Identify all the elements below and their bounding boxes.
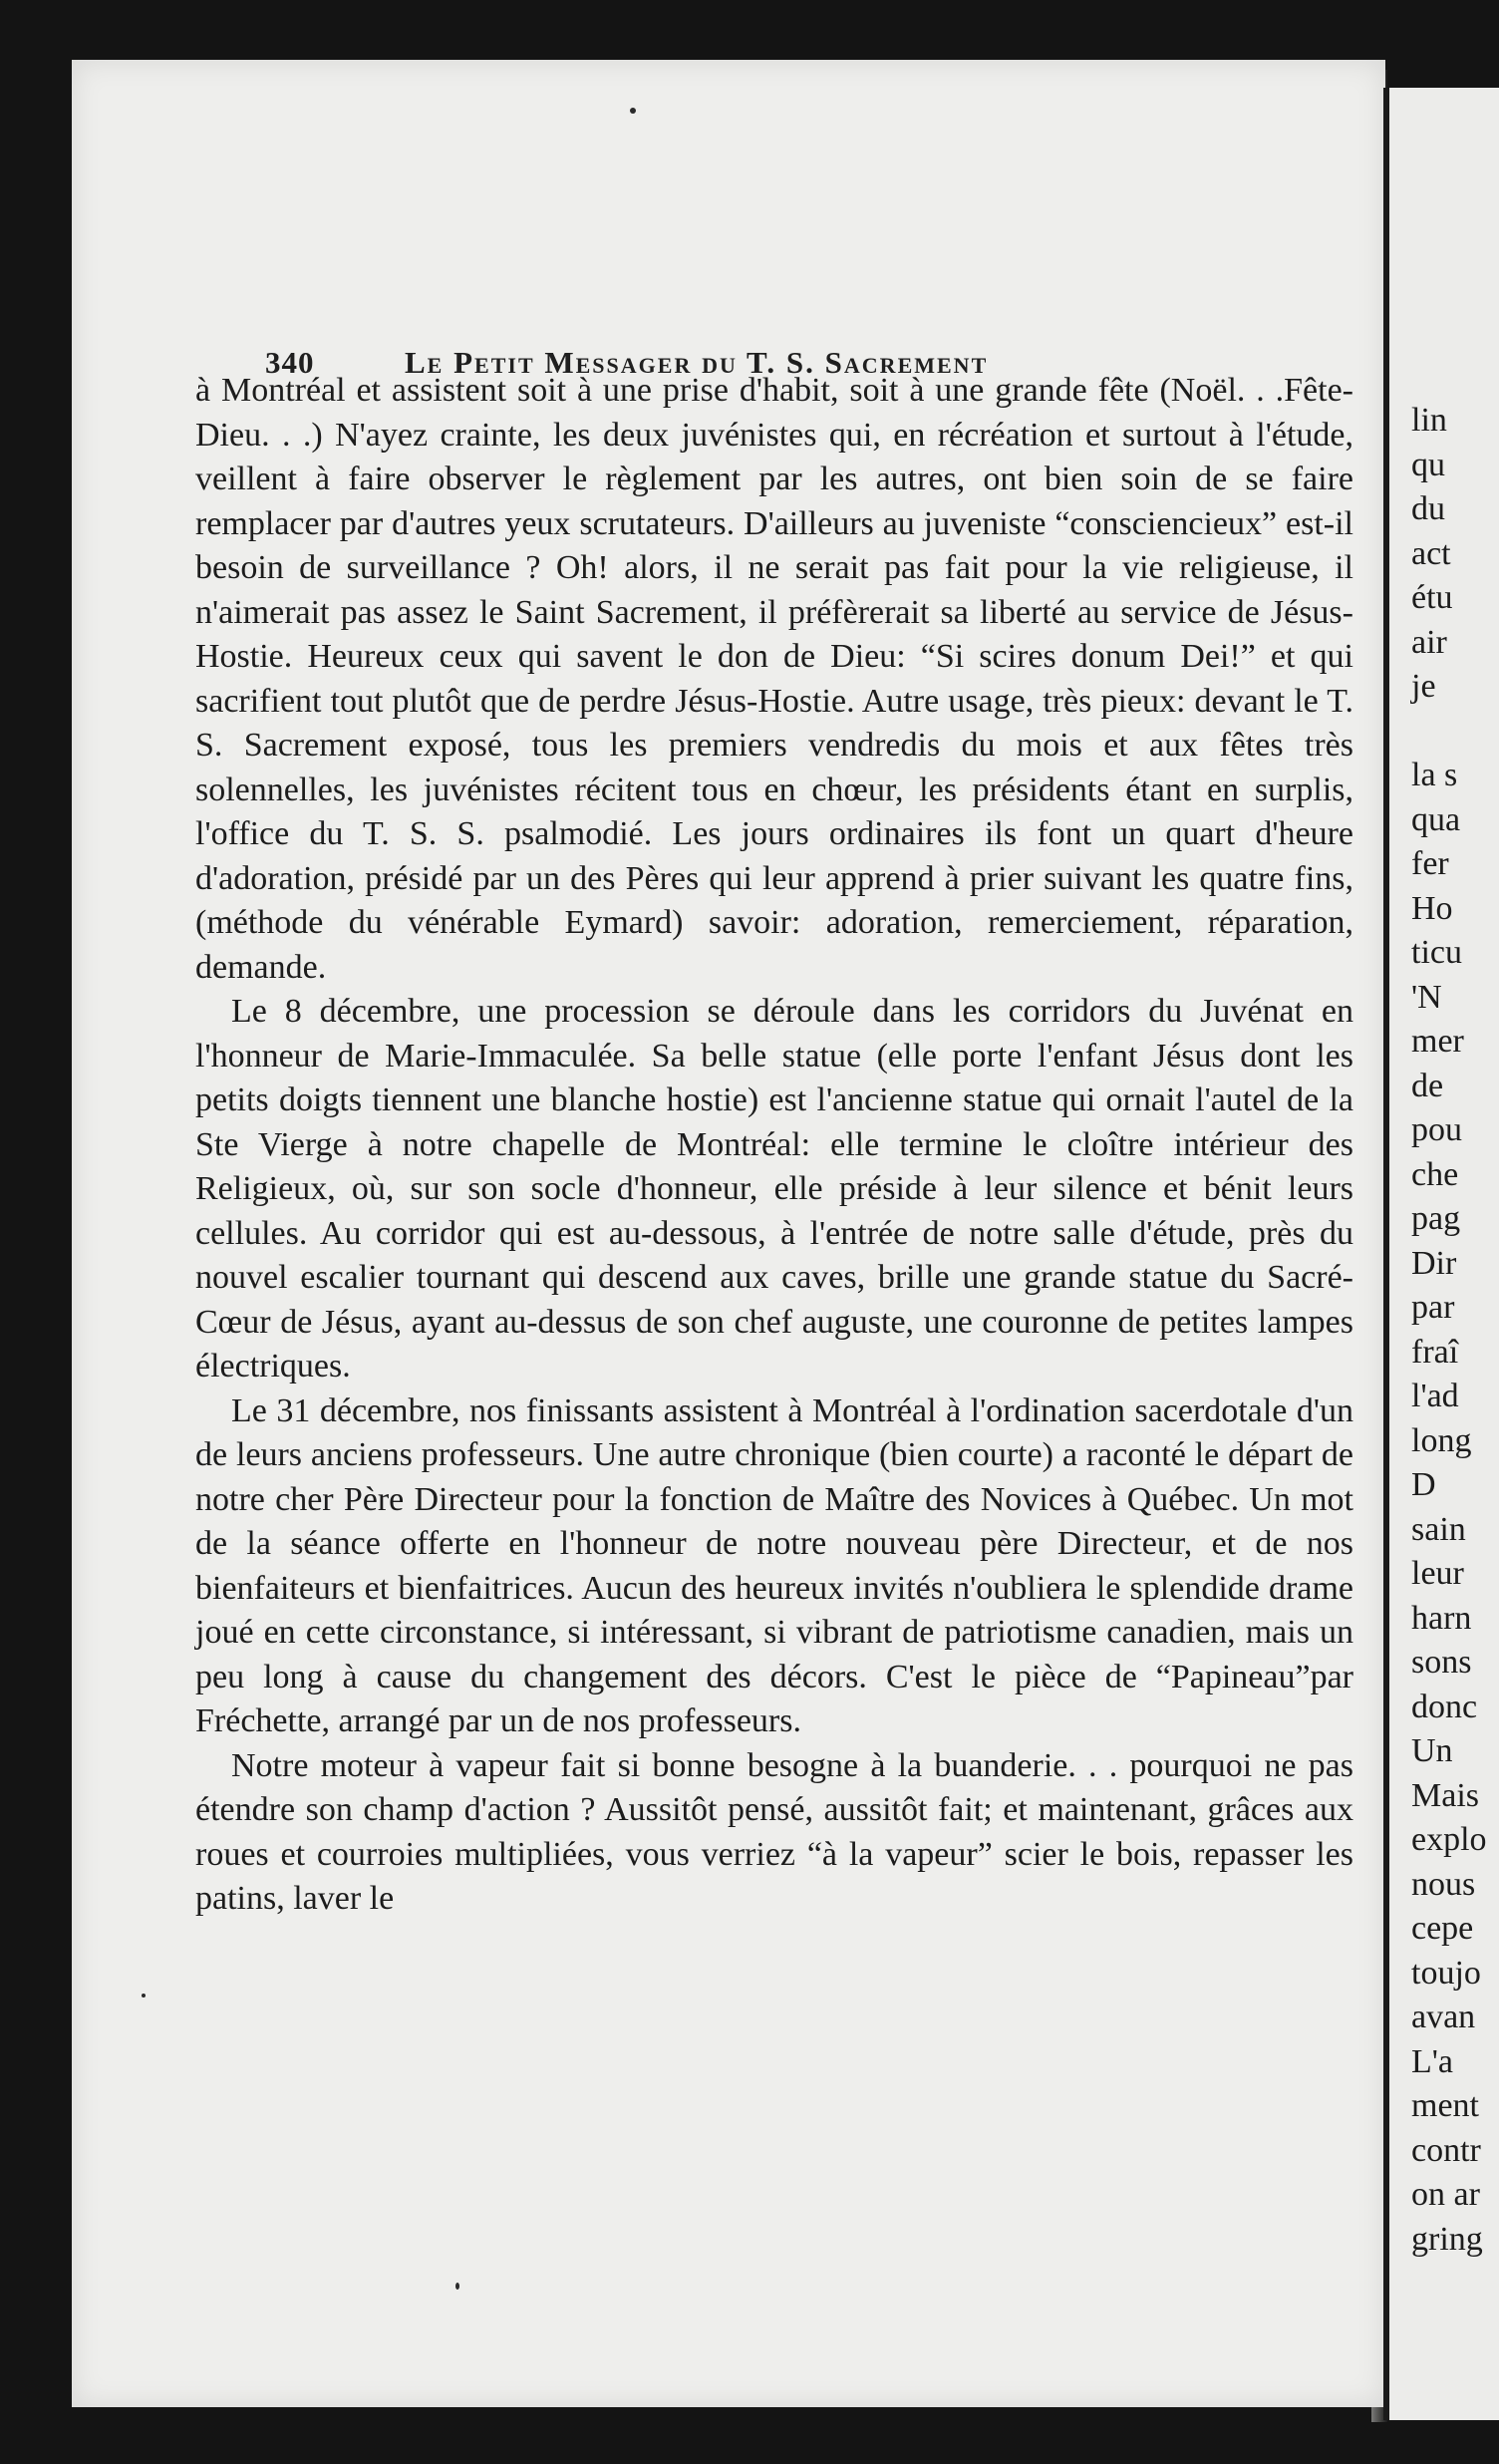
paper-speck <box>455 2283 459 2290</box>
adjacent-line-fragment: sain <box>1411 1510 1466 1548</box>
adjacent-line-fragment: de <box>1411 1067 1444 1104</box>
adjacent-line-fragment: act <box>1411 534 1451 572</box>
adjacent-line-fragment: explo <box>1411 1821 1487 1858</box>
adjacent-line-fragment: lin <box>1411 402 1447 439</box>
adjacent-line-fragment: cepe <box>1411 1910 1474 1947</box>
adjacent-line-fragment <box>1411 710 1487 755</box>
adjacent-line-fragment: ment <box>1411 2087 1479 2124</box>
adjacent-line-fragment: fer <box>1411 845 1449 882</box>
adjacent-line-fragment: je <box>1411 668 1436 705</box>
paper-speck <box>630 108 636 114</box>
paper-speck <box>142 1994 146 1998</box>
adjacent-line-fragment: l'ad <box>1411 1378 1459 1414</box>
adjacent-line-fragment: air <box>1411 623 1447 661</box>
adjacent-line-fragment: 'N <box>1411 978 1442 1016</box>
adjacent-line-fragment: par <box>1411 1289 1455 1326</box>
adjacent-line-fragment: L'a <box>1411 2042 1453 2080</box>
paragraph: Le 31 décembre, nos finissants assistent à Montréal à l'ordination sacerdotale d'un de leurs anciens professeurs. Une autre chronique (bien courte) a raconté le départ de notre cher Père Directeur pour la fonction de Maître des Novices à Québec. Un mot de la séance offerte en l'honneur de notre nouveau père Directeur, et de nos bienfaiteurs et bienfaitrices. Aucun des heureux invités n'oubliera le splendide drame joué en cette circonstance, si intéressant, si vibrant de patriotisme canadien, mais un peu long à cause du changement des décors. C'est le pièce de “Papineau”par Fréchette, arrangé par un de nos professeurs. <box>195 1391 1353 1739</box>
adjacent-line-fragment: leur <box>1411 1555 1464 1592</box>
paragraph: Le 8 décembre, une procession se déroule dans les corridors du Juvénat en l'honneur de Marie-Immaculée. Sa belle statue (elle porte l'enfant Jésus dont les petits doigts tiennent une blanche hostie) est l'ancienne statue qui ornait l'autel de la Ste Vierge à notre chapelle de Montréal: elle termine le cloître intérieur des Religieux, où, sur son socle d'honneur, elle préside à leur silence et bénit leurs cellules. Au corridor qui est au-dessous, à l'entrée de notre salle d'étude, près du nouvel escalier tournant qui descend aux caves, brille une grande statue du Sacré-Cœur de Jésus, ayant au-dessus de son chef auguste, une couronne de petites lampes électriques. <box>195 993 1353 1385</box>
adjacent-line-fragment: Mais <box>1411 1776 1479 1814</box>
adjacent-line-fragment: sons <box>1411 1644 1472 1681</box>
paragraph: à Montréal et assistent soit à une prise d'habit, soit à une grande fête (Noël. . .Fête-Dieu. . .) N'ayez crainte, les deux juvénistes qui, en récréation et surtout à l'étude, veillent à faire observer le règlement par les autres, ont bien soin de se faire remplacer par d'autres yeux scrutateurs. D'ailleurs au juveniste “consciencieux” est-il besoin de surveillance ? Oh! alors, il ne serait pas fait pour la vie religieuse, il n'aimerait pas assez le Saint Sacrement, il préfèrerait sa liberté au service de Jésus-Hostie. Heureux ceux qui savent le don de Dieu: “Si scires donum Dei!” et qui sacrifient tout plutôt que de perdre Jésus-Hostie. Autre usage, très pieux: devant le T. S. Sacrement exposé, tous les premiers vendredis du mois et aux fêtes très solennelles, les juvénistes récitent tous en chœur, les présidents étant en surplis, l'office du T. S. S. psalmodié. Les jours ordinaires ils font un quart d'heure d'adoration, présidé par un des Pères qui leur apprend à prier suivant les quatre fins, (méthode du vénérable Eymard) savoir: adoration, remerciement, réparation, demande. <box>195 372 1353 986</box>
adjacent-line-fragment: donc <box>1411 1688 1478 1725</box>
adjacent-line-fragment: Un <box>1411 1732 1453 1769</box>
paragraph: Notre moteur à vapeur fait si bonne besogne à la buanderie. . . pourquoi ne pas étendre son champ d'action ? Aussitôt pensé, aussitôt fait; et maintenant, grâces aux roues et courroies multipliées, vous verriez “à la vapeur” scier le bois, repasser les patins, laver le <box>195 1746 1353 1917</box>
adjacent-line-fragment: gring <box>1411 2220 1483 2258</box>
adjacent-line-fragment: qua <box>1411 800 1461 838</box>
article-body <box>195 369 1353 1922</box>
adjacent-line-fragment: harn <box>1411 1599 1472 1637</box>
page-number: 340 <box>265 345 315 380</box>
adjacent-line-fragment: étu <box>1411 579 1453 616</box>
adjacent-page-edge <box>1383 88 1499 2420</box>
adjacent-line-fragment: la s <box>1411 757 1458 793</box>
adjacent-line-fragment: ticu <box>1411 934 1462 971</box>
adjacent-line-fragment: nous <box>1411 1865 1476 1903</box>
adjacent-line-fragment: pag <box>1411 1200 1461 1237</box>
adjacent-line-fragment: pou <box>1411 1111 1462 1148</box>
adjacent-line-fragment: D <box>1411 1466 1436 1503</box>
adjacent-line-fragment: long <box>1411 1421 1472 1459</box>
adjacent-line-fragment: Ho <box>1411 889 1453 927</box>
adjacent-line-fragment: che <box>1411 1155 1459 1193</box>
adjacent-line-fragment: contr <box>1411 2131 1481 2169</box>
running-title: Le Petit Messager du T. S. Sacrement <box>405 345 989 380</box>
adjacent-line-fragment: fraî <box>1411 1333 1459 1371</box>
adjacent-line-fragment: Dir <box>1411 1244 1457 1282</box>
adjacent-line-fragment: du <box>1411 490 1445 527</box>
adjacent-line-fragment: toujo <box>1411 1954 1481 1992</box>
adjacent-line-fragment: mer <box>1411 1023 1464 1060</box>
adjacent-page-text <box>1411 399 1487 2262</box>
adjacent-line-fragment: qu <box>1411 446 1445 483</box>
adjacent-line-fragment: on ar <box>1411 2176 1480 2213</box>
adjacent-line-fragment: avan <box>1411 1999 1476 2035</box>
